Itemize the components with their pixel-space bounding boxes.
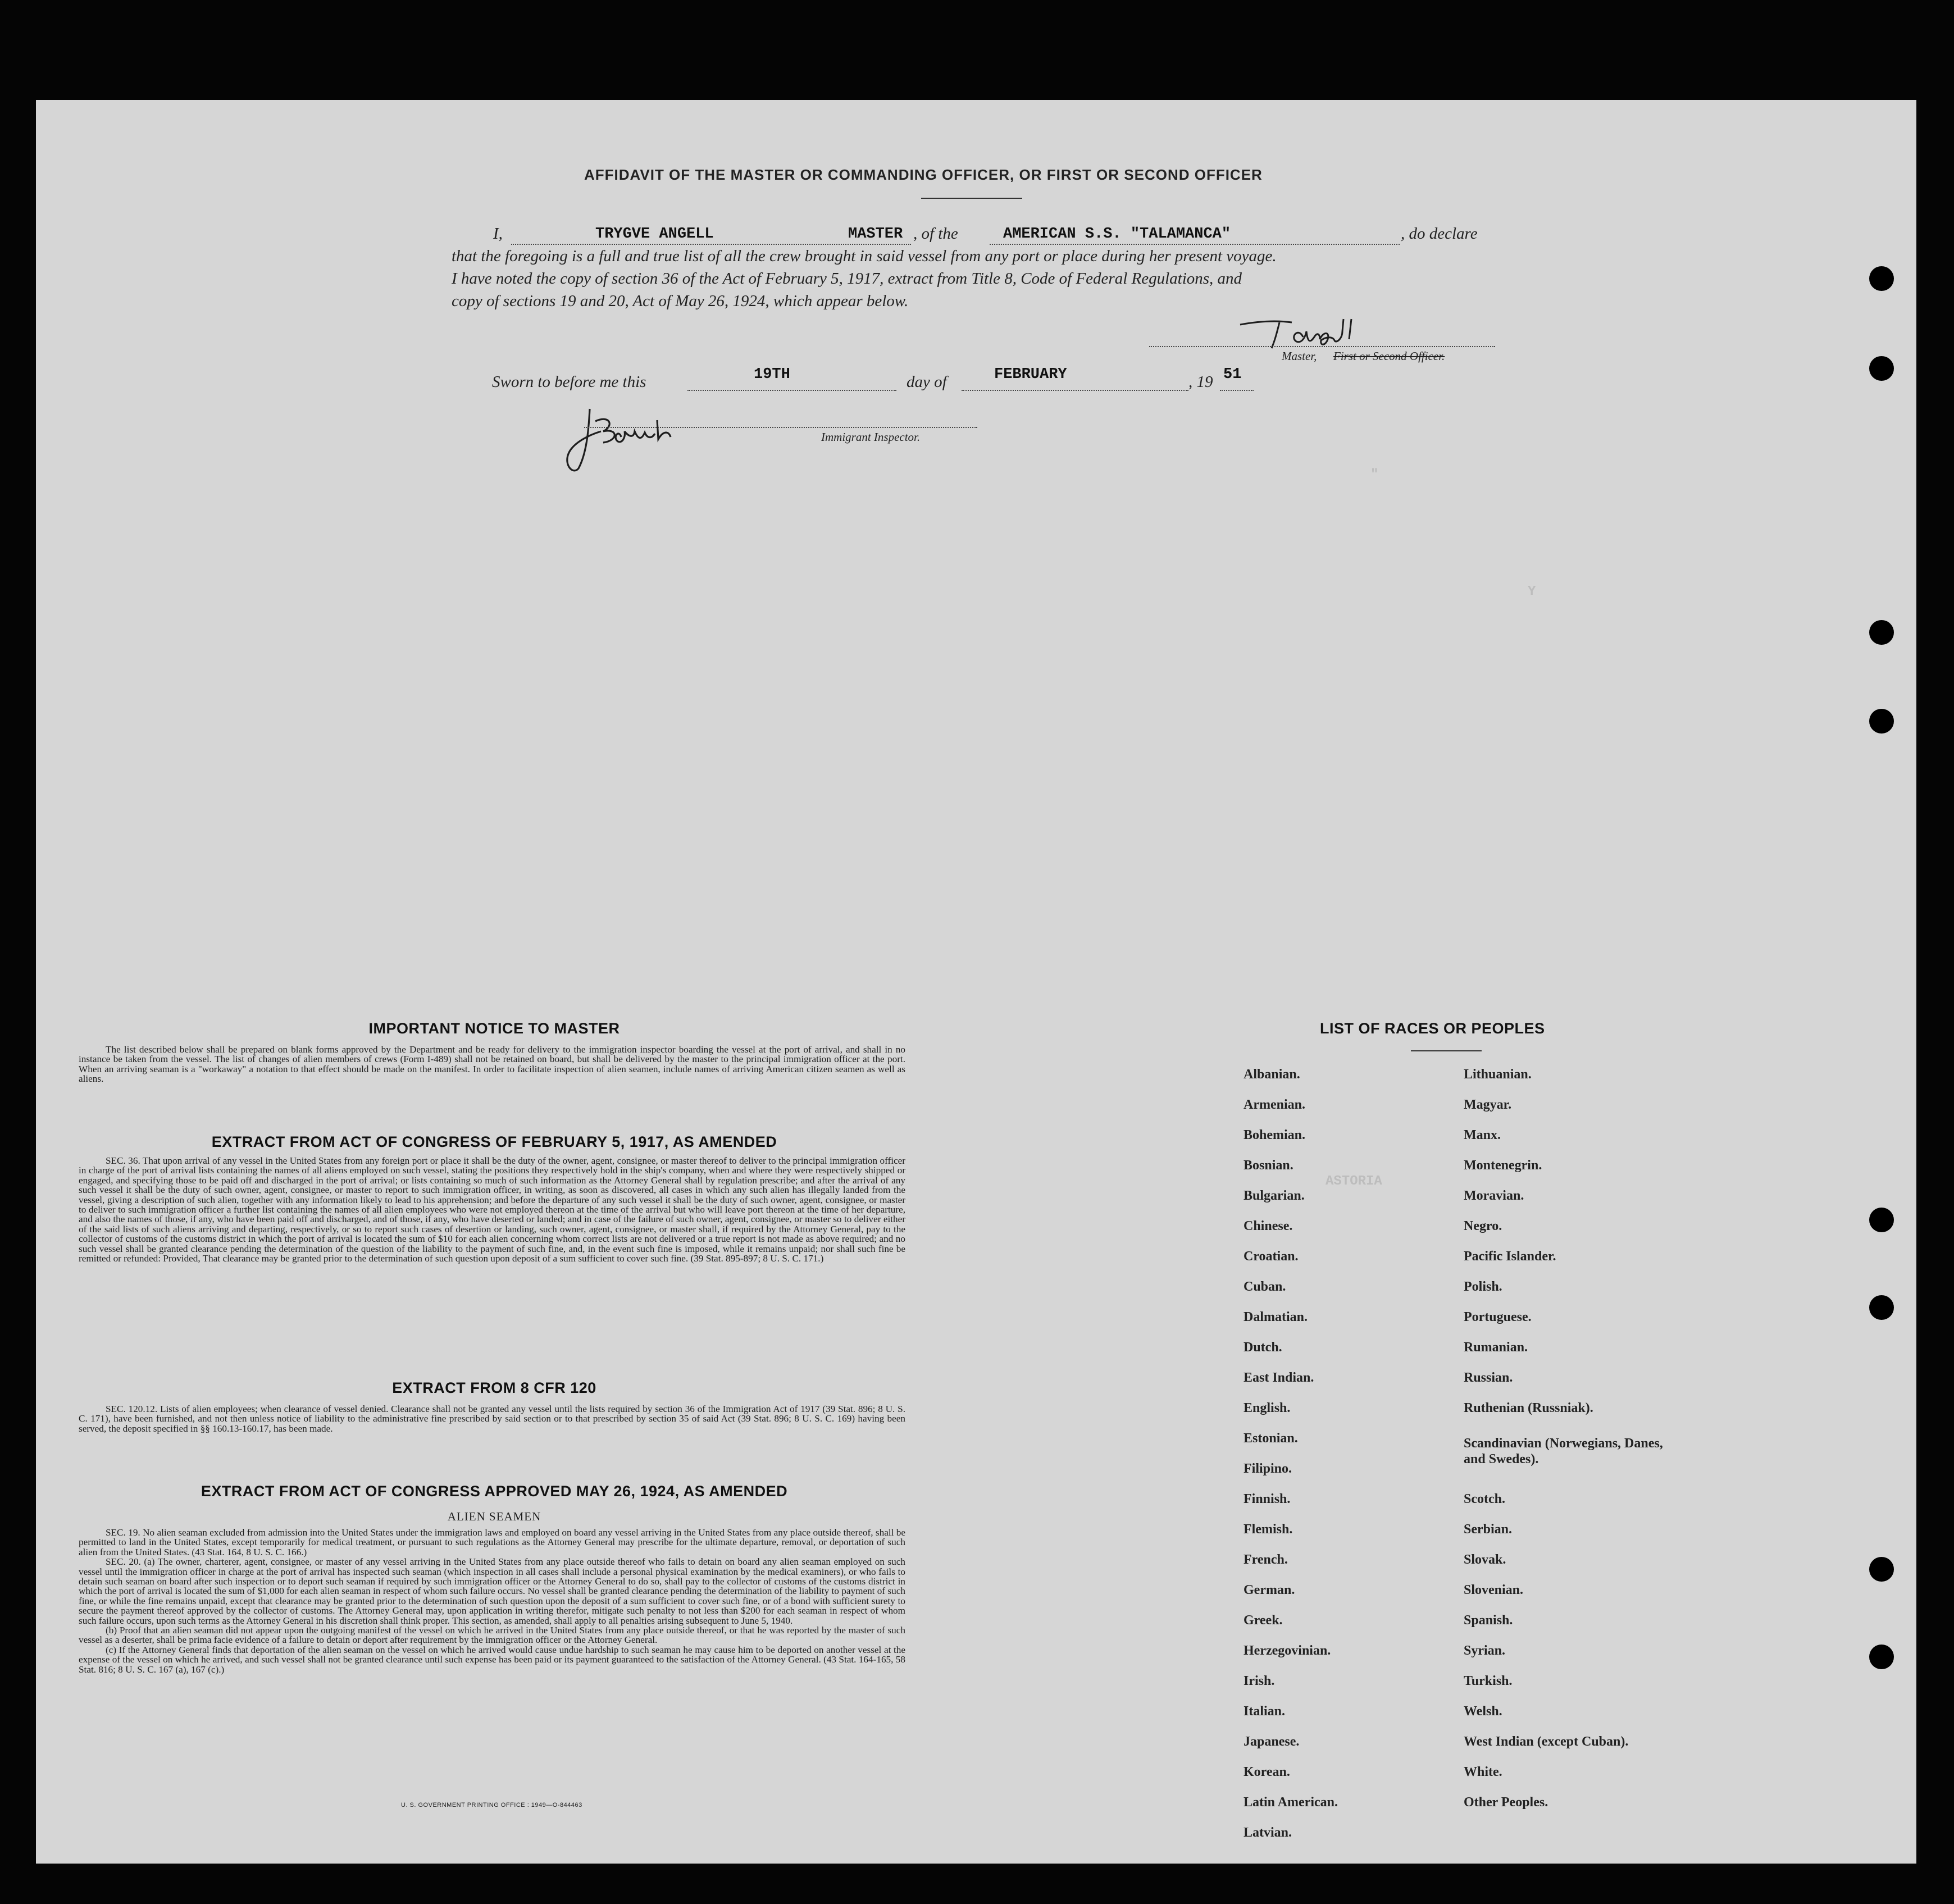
sworn-day-field: 19TH (754, 366, 790, 383)
notice-text: The list described below shall be prepared on blank forms approved by the Department and be ready for delivery to the immigration inspector boarding the vessel at the port of arrival, and shall in no instance be taken from the vessel. The list of changes of alien members of crews (Form I-489) shall not be retained on board, but shall be delivered by the master to the principal immigration officer at the port. When an arriving seaman is a "workaway" a notation to that effect should be made on the manifest. In order to facilitate inspection of alien seamen, include names of arriving American citizen seamen as well as aliens. (79, 1044, 905, 1085)
race-item: Italian. (1244, 1704, 1286, 1719)
race-item: Manx. (1464, 1128, 1501, 1142)
race-item: West Indian (except Cuban). (1464, 1734, 1629, 1749)
do-declare-label: , do declare (1401, 225, 1478, 243)
race-item: French. (1244, 1552, 1288, 1567)
punch-hole (1869, 620, 1894, 645)
race-item: Greek. (1244, 1613, 1283, 1628)
race-item: East Indian. (1244, 1370, 1314, 1385)
race-item: Magyar. (1464, 1097, 1512, 1112)
race-item: Montenegrin. (1464, 1158, 1542, 1173)
race-item: Latin American. (1244, 1795, 1338, 1810)
of-the-label: , of the (913, 225, 958, 243)
sworn-day-line (687, 390, 896, 391)
alien-seamen-subtitle: ALIEN SEAMEN (447, 1510, 541, 1523)
master-caption-prefix: Master, (1282, 349, 1317, 363)
inspector-signature (556, 398, 713, 476)
title-underline (921, 198, 1022, 199)
race-item: Japanese. (1244, 1734, 1300, 1749)
race-item: Cuban. (1244, 1279, 1286, 1294)
section-120-12-text: SEC. 120.12. Lists of alien employees; when clearance of vessel denied. Clearance shall not be granted any vessel until the lists required by section 36 of the Immigration Act of 1917 (39 Stat. 896; 8 U. S. C. 171), have been furnished, and not then unless notice of liability to the administrative fine prescribed by said section or to that prescribed by section 35 of said Act (39 Stat. 896; 8 U. S. C. 169) having been served, the deposit specified in §§ 160.13-160.17, has been made. (79, 1404, 905, 1434)
extract-1924-title: EXTRACT FROM ACT OF CONGRESS APPROVED MAY 26, 1924, AS AMENDED (201, 1483, 788, 1500)
punch-hole (1869, 1208, 1894, 1232)
race-item: Latvian. (1244, 1825, 1292, 1840)
section-20a-text: SEC. 20. (a) The owner, charterer, agent, consignee, or master of any vessel arriving in the United States from any place outside thereof who fails to detain on board any alien seaman employed on such vessel until the immigration officer in charge at the port of arrival has inspected such seaman (which inspection in all cases shall include a personal physical examination by the medical examiners), or who fails to detain such seaman on board after such inspection or to deport such seaman if required by such immigration officer or the Attorney General to do so, shall pay to the collector of customs of the customs district in which the port of arrival is located the sum of $1,000 for each alien seaman in respect of whom such failure occurs. No vessel shall be granted clearance pending the determination of the liability to payment of such fine, or while the fine remains unpaid, except that clearance may be granted prior to the determination of such question upon the deposit of a sum sufficient to cover such fine, or of a bond with sufficient surety to secure the payment thereof approved by the collector of customs. The Attorney General may, upon application in writing therefor, mitigate such penalty to not less than $200 for each seaman in respect of whom such failure occurs, upon such terms as the Attorney General in his discretion shall think proper. This section, as amended, shall apply to all penalties arising subsequent to June 5, 1940. (79, 1556, 905, 1626)
extract-1917-title: EXTRACT FROM ACT OF CONGRESS OF FEBRUARY 5, 1917, AS AMENDED (211, 1133, 777, 1150)
vessel-line (990, 244, 1400, 245)
race-item: Pacific Islander. (1464, 1249, 1556, 1264)
vessel-field: AMERICAN S.S. "TALAMANCA" (1003, 226, 1231, 243)
punch-hole (1869, 1645, 1894, 1669)
race-item: English. (1244, 1401, 1291, 1415)
year-line (1220, 390, 1254, 391)
notice-title: IMPORTANT NOTICE TO MASTER (368, 1020, 620, 1037)
race-item: Finnish. (1244, 1492, 1291, 1506)
section-36-text: SEC. 36. That upon arrival of any vessel in the United States from any foreign port or place it shall be the duty of the owner, agent, consignee, or master thereof to deliver to the principal immigration officer in charge of the port of arrival lists containing the names of all aliens employed on such vessel, stating the positions they respectively hold in the ship's company, when and where they were respectively shipped or engaged, and specifying those to be paid off and discharged in the port of arrival; or lists containing so much of such information as the Attorney General shall by regulation prescribe; and after the arrival of any such vessel it shall be the duty of such owner, agent, consignee, or master to report to such immigration officer, in writing, as soon as discovered, all cases in which any such alien has illegally landed from the vessel, giving a description of such alien, together with any information likely to lead to his apprehension; and before the departure of any such vessel it shall be the duty of such owner, agent, consignee, or master to deliver to such immigration officer a further list containing the names of all alien employees who were not employed thereon at the time of the arrival but who will leave port thereon at the time of her departure, and also the names of those, if any, who have been paid off and discharged, and of those, if any, who have deserted or landed; and in case of the failure of such owner, agent, consignee, or master so to deliver either of the said lists of such aliens arriving and departing, respectively, or so to report such cases of desertion or landing, such owner, agent, consignee, or master shall, if required by the Attorney General, pay to the collector of customs of the customs district in which the port of arrival is located the sum of $10 for each alien concerning whom correct lists are not delivered or a true report is not made as above required; and no such vessel shall be granted clearance pending the determination of the question of the liability to the payment of such fine, and, in the event such fine is imposed, while it remains unpaid; nor shall such fine be remitted or refunded: Provided, That clearance may be granted prior to the determination of such question upon deposit of a sum sufficient to cover such fine. (39 Stat. 895-897; 8 U. S. C. 171.) (79, 1155, 905, 1264)
race-item: Negro. (1464, 1219, 1502, 1233)
punch-hole (1869, 1295, 1894, 1320)
notice-body (79, 1045, 905, 1084)
race-item: Welsh. (1464, 1704, 1502, 1719)
affidavit-line-4: copy of sections 19 and 20, Act of May 26, 1924, which appear below. (452, 292, 909, 310)
master-signature (1236, 315, 1382, 354)
race-item: Irish. (1244, 1674, 1275, 1688)
race-item: Syrian. (1464, 1643, 1506, 1658)
punch-hole (1869, 266, 1894, 291)
race-item: Croatian. (1244, 1249, 1299, 1264)
race-item: Armenian. (1244, 1097, 1305, 1112)
race-item: Russian. (1464, 1370, 1513, 1385)
inspector-signature-line (584, 427, 977, 428)
extract-1924-body (79, 1528, 905, 1674)
race-item: Slovenian. (1464, 1583, 1524, 1597)
master-caption-struck: First or Second Officer. (1333, 349, 1445, 363)
race-item: Chinese. (1244, 1219, 1293, 1233)
extract-cfr-body (79, 1404, 905, 1433)
section-20b-text: (b) Proof that an alien seaman did not appear upon the outgoing manifest of the vessel on which he arrived in the United States from any place outside thereof, or that he was reported by the master of such vessel as a deserter, shall be prima facie evidence of a failure to detain or deport after requirement by the immigration officer or the Attorney General. (79, 1625, 905, 1646)
day-of-label: day of (907, 373, 947, 391)
sworn-month-field: FEBRUARY (994, 366, 1067, 383)
race-item: Dutch. (1244, 1340, 1282, 1355)
master-name-field: TRYGVE ANGELL (595, 226, 714, 243)
race-item: Portuguese. (1464, 1310, 1532, 1324)
sworn-month-line (962, 390, 1188, 391)
race-item: Other Peoples. (1464, 1795, 1548, 1810)
race-item: Albanian. (1244, 1067, 1300, 1082)
year-prefix: , 19 (1188, 373, 1213, 391)
race-item: Lithuanian. (1464, 1067, 1532, 1082)
punch-hole (1869, 1557, 1894, 1582)
rank-field: MASTER (848, 226, 903, 243)
affidavit-line-3: I have noted the copy of section 36 of the Act of February 5, 1917, extract from Title 8, Code of Federal Regulations, and (452, 270, 1242, 288)
name-line (511, 244, 911, 245)
race-item: Dalmatian. (1244, 1310, 1308, 1324)
extract-1917-body (79, 1156, 905, 1263)
extract-cfr-title: EXTRACT FROM 8 CFR 120 (392, 1379, 596, 1396)
race-item: Slovak. (1464, 1552, 1506, 1567)
inspector-caption: Immigrant Inspector. (821, 430, 921, 444)
race-item: Rumanian. (1464, 1340, 1528, 1355)
race-item: Bosnian. (1244, 1158, 1293, 1173)
section-19-text: SEC. 19. No alien seaman excluded from admission into the United States under the immigration laws and employed on board any vessel arriving in the United States from any place outside thereof, shall be permitted to land in the United States, except temporarily for medical treatment, or pursuant to such regulations as the Attorney General may prescribe for the ultimate departure, removal, or deportation of such alien from the United States. (43 Stat. 164, 8 U. S. C. 166.) (79, 1527, 905, 1557)
year-suffix-field: 51 (1223, 366, 1242, 383)
race-item: Filipino. (1244, 1461, 1292, 1476)
races-underline (1411, 1050, 1482, 1051)
race-item: Bohemian. (1244, 1128, 1306, 1142)
race-item: Serbian. (1464, 1522, 1513, 1537)
race-item: Bulgarian. (1244, 1188, 1305, 1203)
section-20c-text: (c) If the Attorney General finds that deportation of the alien seaman on the vessel on which he arrived would cause undue hardship to such seaman he may cause him to be deported on another vessel at the expense of the vessel on which he arrived, and such vessel shall not be granted clearance until such expense has been paid or its payment guaranteed to the satisfaction of the Attorney General. (43 Stat. 164-165, 58 Stat. 816; 8 U. S. C. 167 (a), 167 (c).) (79, 1644, 905, 1675)
printer-imprint: U. S. GOVERNMENT PRINTING OFFICE : 1949—O-844463 (401, 1802, 582, 1809)
race-item: Turkish. (1464, 1674, 1513, 1688)
punch-hole (1869, 356, 1894, 381)
race-item: White. (1464, 1765, 1502, 1779)
race-item: Herzegovinian. (1244, 1643, 1331, 1658)
punch-hole (1869, 709, 1894, 734)
affidavit-line-2: that the foregoing is a full and true list of all the crew brought in said vessel from any port or place during her present voyage. (452, 247, 1277, 265)
i-label: I, (493, 225, 503, 243)
race-item: Flemish. (1244, 1522, 1293, 1537)
affidavit-title: AFFIDAVIT OF THE MASTER OR COMMANDING OFFICER, OR FIRST OR SECOND OFFICER (584, 166, 1263, 183)
race-item: Spanish. (1464, 1613, 1513, 1628)
races-title: LIST OF RACES OR PEOPLES (1320, 1020, 1545, 1037)
race-item: Estonian. (1244, 1431, 1298, 1446)
race-item: Polish. (1464, 1279, 1502, 1294)
race-item: Ruthenian (Russniak). (1464, 1401, 1593, 1415)
race-item: Scotch. (1464, 1492, 1505, 1506)
race-item: German. (1244, 1583, 1295, 1597)
race-item: Korean. (1244, 1765, 1290, 1779)
race-item: Moravian. (1464, 1188, 1524, 1203)
sworn-label: Sworn to before me this (492, 373, 646, 391)
race-item: Scandinavian (Norwegians, Danes, and Swedes). (1464, 1436, 1663, 1466)
